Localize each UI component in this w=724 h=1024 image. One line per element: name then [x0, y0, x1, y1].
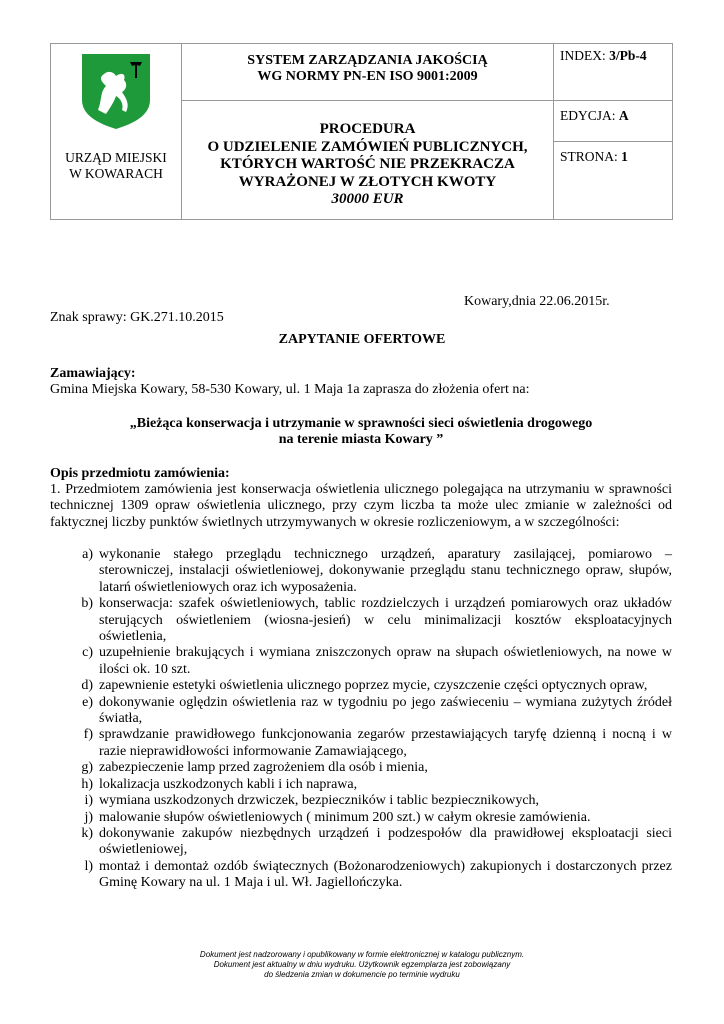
letter-heading: ZAPYTANIE OFERTOWE [278, 332, 446, 347]
list-item-letter: h) [81, 776, 93, 792]
list-item [50, 678, 672, 694]
list-item-text: wykonanie stałego przeglądu technicznego urządzeń, aparatury zasilającej, pomiarowo – sterowniczej, instalacji oświetleniowej, dokonywanie przeglądu stanu technicznego opraw, słupów, latarń oświetleniowych oraz ich wyposażenia. [99, 547, 672, 595]
case-number: Znak sprawy: GK.271.10.2015 [50, 310, 224, 325]
order-title-line-1: „Bieżąca konserwacja i utrzymanie w sprawności sieci oświetlenia drogowego [129, 416, 593, 431]
coat-of-arms-icon [80, 52, 152, 130]
document-footer [0, 950, 724, 980]
ordering-party-text: Gmina Miejska Kowary, 58-530 Kowary, ul. 1 Maja 1a zaprasza do złożenia ofert na: [50, 382, 530, 397]
system-cell [182, 44, 554, 101]
page-value: 1 [621, 149, 628, 164]
scope-list [50, 547, 672, 892]
list-item [50, 695, 672, 728]
edition-cell [554, 101, 673, 142]
list-item-letter: e) [82, 694, 93, 710]
footer-line-3: do śledzenia zmian w dokumencie po terminie wydruku [264, 970, 460, 979]
subject-label: Opis przedmiotu zamówienia: [50, 466, 230, 481]
page-cell [554, 142, 673, 220]
procedure-line-4: WYRAŻONEJ W ZŁOTYCH KWOTY [238, 173, 497, 190]
order-title [50, 416, 672, 449]
list-item [50, 826, 672, 859]
index-label: INDEX: [560, 48, 606, 63]
office-name [51, 150, 181, 182]
procedure-line-1: PROCEDURA [319, 121, 416, 137]
list-item [50, 859, 672, 892]
edition-value: A [618, 108, 629, 123]
list-item-letter: a) [82, 547, 93, 562]
list-item [50, 596, 672, 645]
list-item [50, 645, 672, 678]
procedure-line-5: 30000 EUR [331, 191, 404, 207]
procedure-line-3: KTÓRYCH WARTOŚĆ NIE PRZEKRACZA [220, 156, 515, 172]
list-item [50, 810, 672, 826]
list-item-letter: c) [82, 645, 93, 661]
list-item-text: zabezpieczenie lamp przed zagrożeniem dla osób i mienia, [99, 760, 428, 776]
ordering-party-label: Zamawiający: [50, 366, 136, 381]
list-item-text: zapewnienie estetyki oświetlenia ulicznego poprzez mycie, czyszczenie części optycznych opraw, [99, 678, 648, 694]
logo-cell [51, 44, 182, 220]
list-item [50, 777, 672, 793]
list-item-text: montaż i demontaż ozdób świątecznych (Bożonarodzeniowych) zakupionych i dostarczonych przez Gminę Kowary na ul. 1 Maja i ul. Wł. Jagiellończyka. [99, 858, 672, 891]
list-item-text: malowanie słupów oświetleniowych ( minimum 200 szt.) w całym okresie zamówienia. [99, 809, 591, 825]
order-title-line-2: na terenie miasta Kowary ” [278, 432, 444, 448]
procedure-line-2: O UDZIELENIE ZAMÓWIEŃ PUBLICZNYCH, [207, 138, 528, 155]
edition-label: EDYCJA: [560, 108, 616, 123]
list-item-text: sprawdzanie prawidłowego funkcjonowania zegarów przestawiających taryfę dzienną i nocną i w razie nieprawidłowości informowanie Zamawiającego, [99, 727, 672, 759]
list-item-letter: i) [84, 793, 93, 809]
list-item-text: dokonywanie zakupów niezbędnych urządzeń i podzespołów dla prawidłowej eksploatacji sieci oświetleniowej, [99, 825, 672, 858]
list-item-text: lokalizacja uszkodzonych kabli i ich naprawa, [99, 776, 358, 792]
list-item-letter: l) [84, 858, 93, 874]
footer-line-2: Dokument jest aktualny w dniu wydruku. Użytkownik egzemplarza jest zobowiązany [213, 960, 511, 969]
letter-date: Kowary,dnia 22.06.2015r. [464, 294, 610, 309]
page-label: STRONA: [560, 149, 618, 164]
list-item-text: konserwacja: szafek oświetleniowych, tablic rozdzielczych i urządzeń pomiarowych oraz układów sterujących oświetleniem (wiosna-jesień) w celu minimalizacji kosztów eksploatacyjnych oświetlenia, [99, 596, 672, 645]
procedure-cell [182, 101, 554, 220]
list-item [50, 547, 672, 596]
list-item-letter: f) [83, 727, 93, 743]
index-cell [554, 44, 673, 101]
list-item-letter: j) [84, 809, 93, 825]
office-line-1: URZĄD MIEJSKI [65, 150, 167, 165]
system-line-1: SYSTEM ZARZĄDZANIA JAKOŚCIĄ [247, 53, 488, 68]
list-item-text: dokonywanie oględzin oświetlenia raz w tygodniu po jego zaświeceniu – wymiana zużytych źródeł światła, [99, 694, 672, 727]
list-item-letter: g) [81, 760, 93, 776]
list-item [50, 760, 672, 776]
header-table [50, 43, 673, 220]
list-item-text: wymiana uszkodzonych drzwiczek, bezpieczników i tablic bezpiecznikowych, [99, 793, 540, 809]
list-item-letter: k) [81, 825, 93, 841]
office-line-2: W KOWARACH [69, 166, 163, 181]
list-item-text: uzupełnienie brakujących i wymiana zniszczonych opraw na słupach oświetleniowych, na nowe w ilości ok. 10 szt. [99, 645, 672, 677]
list-item-letter: b) [81, 596, 93, 612]
index-value: 3/Pb-4 [609, 48, 647, 63]
list-item-letter: d) [81, 678, 93, 694]
list-item [50, 793, 672, 809]
subject-point-1: 1. Przedmiotem zamówienia jest konserwacja oświetlenia ulicznego polegająca na utrzymaniu w sprawności technicznej 1309 opraw oświetlenia ulicznego, przy czym liczba ta może ulec zmianie w zależności od faktycznej liczby punktów świetlnych utrzymywanych w okresie rozliczeniowym, a w szczególności: [50, 482, 672, 530]
system-line-2: WG NORMY PN-EN ISO 9001:2009 [257, 69, 478, 84]
list-item [50, 727, 672, 760]
footer-line-1: Dokument jest nadzorowany i opublikowany w formie elektronicznej w katalogu publicznym. [199, 950, 525, 959]
